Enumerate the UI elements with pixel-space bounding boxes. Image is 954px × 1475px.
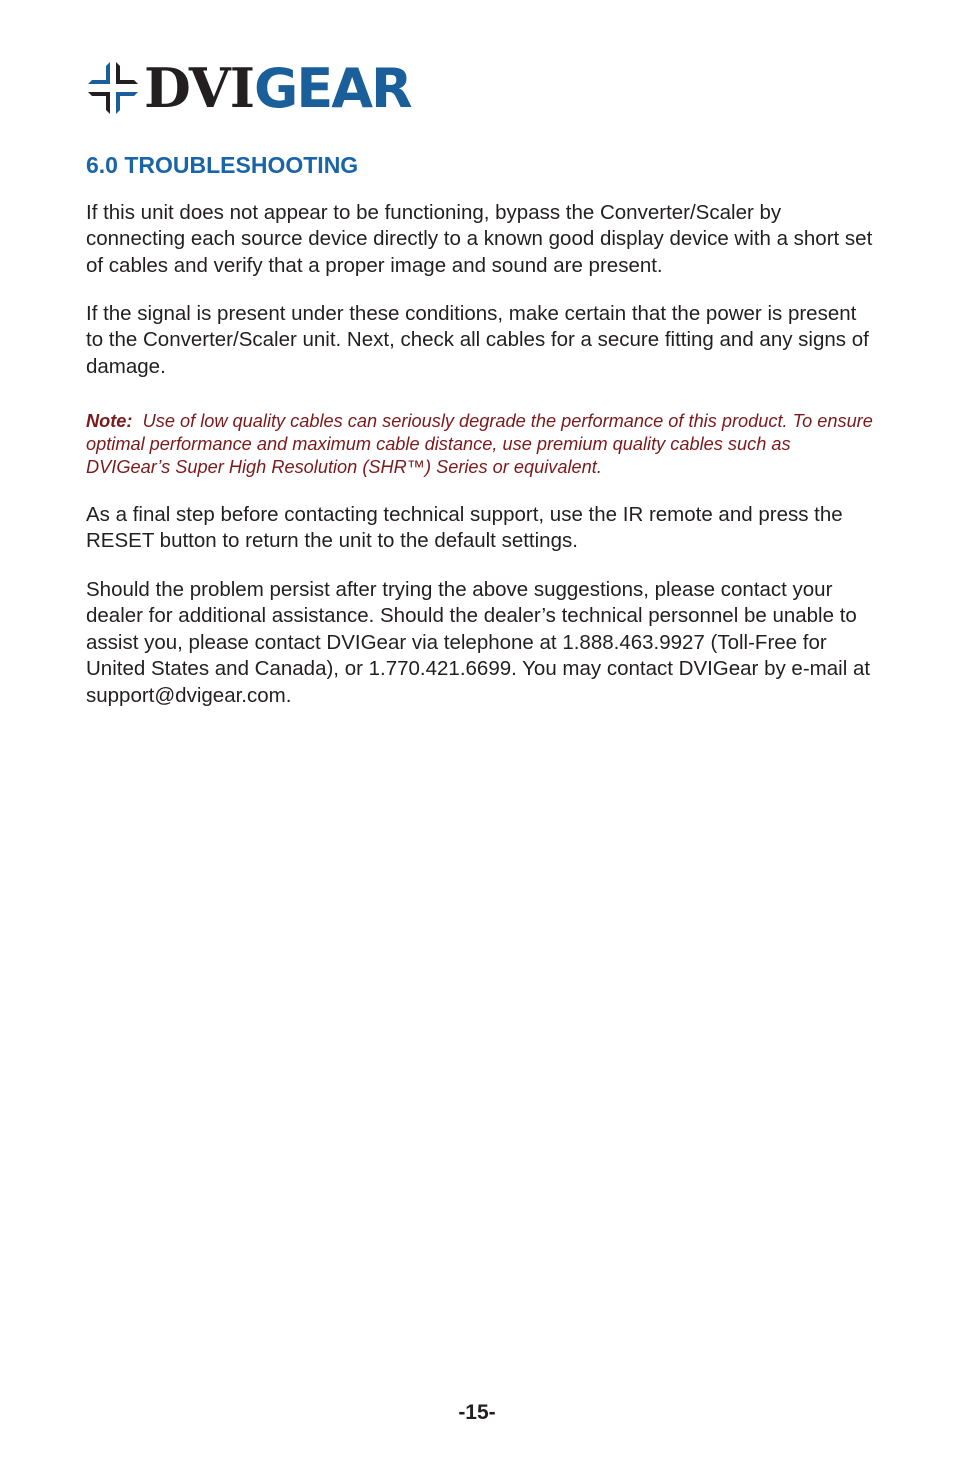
paragraph-bypass: If this unit does not appear to be functioning, bypass the Converter/Scaler by connecting each source device directly to a known good display device with a short set of cables and verify that a proper image and sound are present.	[86, 201, 873, 277]
logo-wordmark	[144, 55, 411, 120]
page-number: -15-	[458, 1401, 496, 1424]
paragraph-power-check: If the signal is present under these conditions, make certain that the power is present to the Converter/Scaler unit. Next, check all cables for a secure fitting and any signs of damage.	[86, 302, 869, 378]
paragraph-contact: Should the problem persist after trying the above suggestions, please contact your dealer for additional assistance. Should the dealer’s technical personnel be unable to assist you, please contact DVIGear via telephone at 1.888.463.9927 (Toll-Free for United States and Canada), or 1.770.421.6699. You may contact DVIGear by e-mail at support@dvigear.com.	[86, 578, 871, 707]
dvigear-logo	[86, 55, 411, 120]
cable-note	[86, 410, 876, 479]
note-text: Use of low quality cables can seriously degrade the performance of this product. To ensure optimal performance and maximum cable distance, use premium quality cables such as DVIGear’s Super High Resolution (SHR™) Series or equivalent.	[86, 411, 873, 477]
paragraph-reset: As a final step before contacting technical support, use the IR remote and press the RESET button to return the unit to the default settings.	[86, 503, 843, 553]
logo-text-gear: GEAR	[254, 56, 411, 120]
section-heading: 6.0 TROUBLESHOOTING	[86, 152, 359, 178]
note-label: Note:	[86, 411, 133, 431]
logo-text-dvi: DVI	[144, 55, 255, 120]
dvigear-cross-icon	[86, 60, 140, 116]
